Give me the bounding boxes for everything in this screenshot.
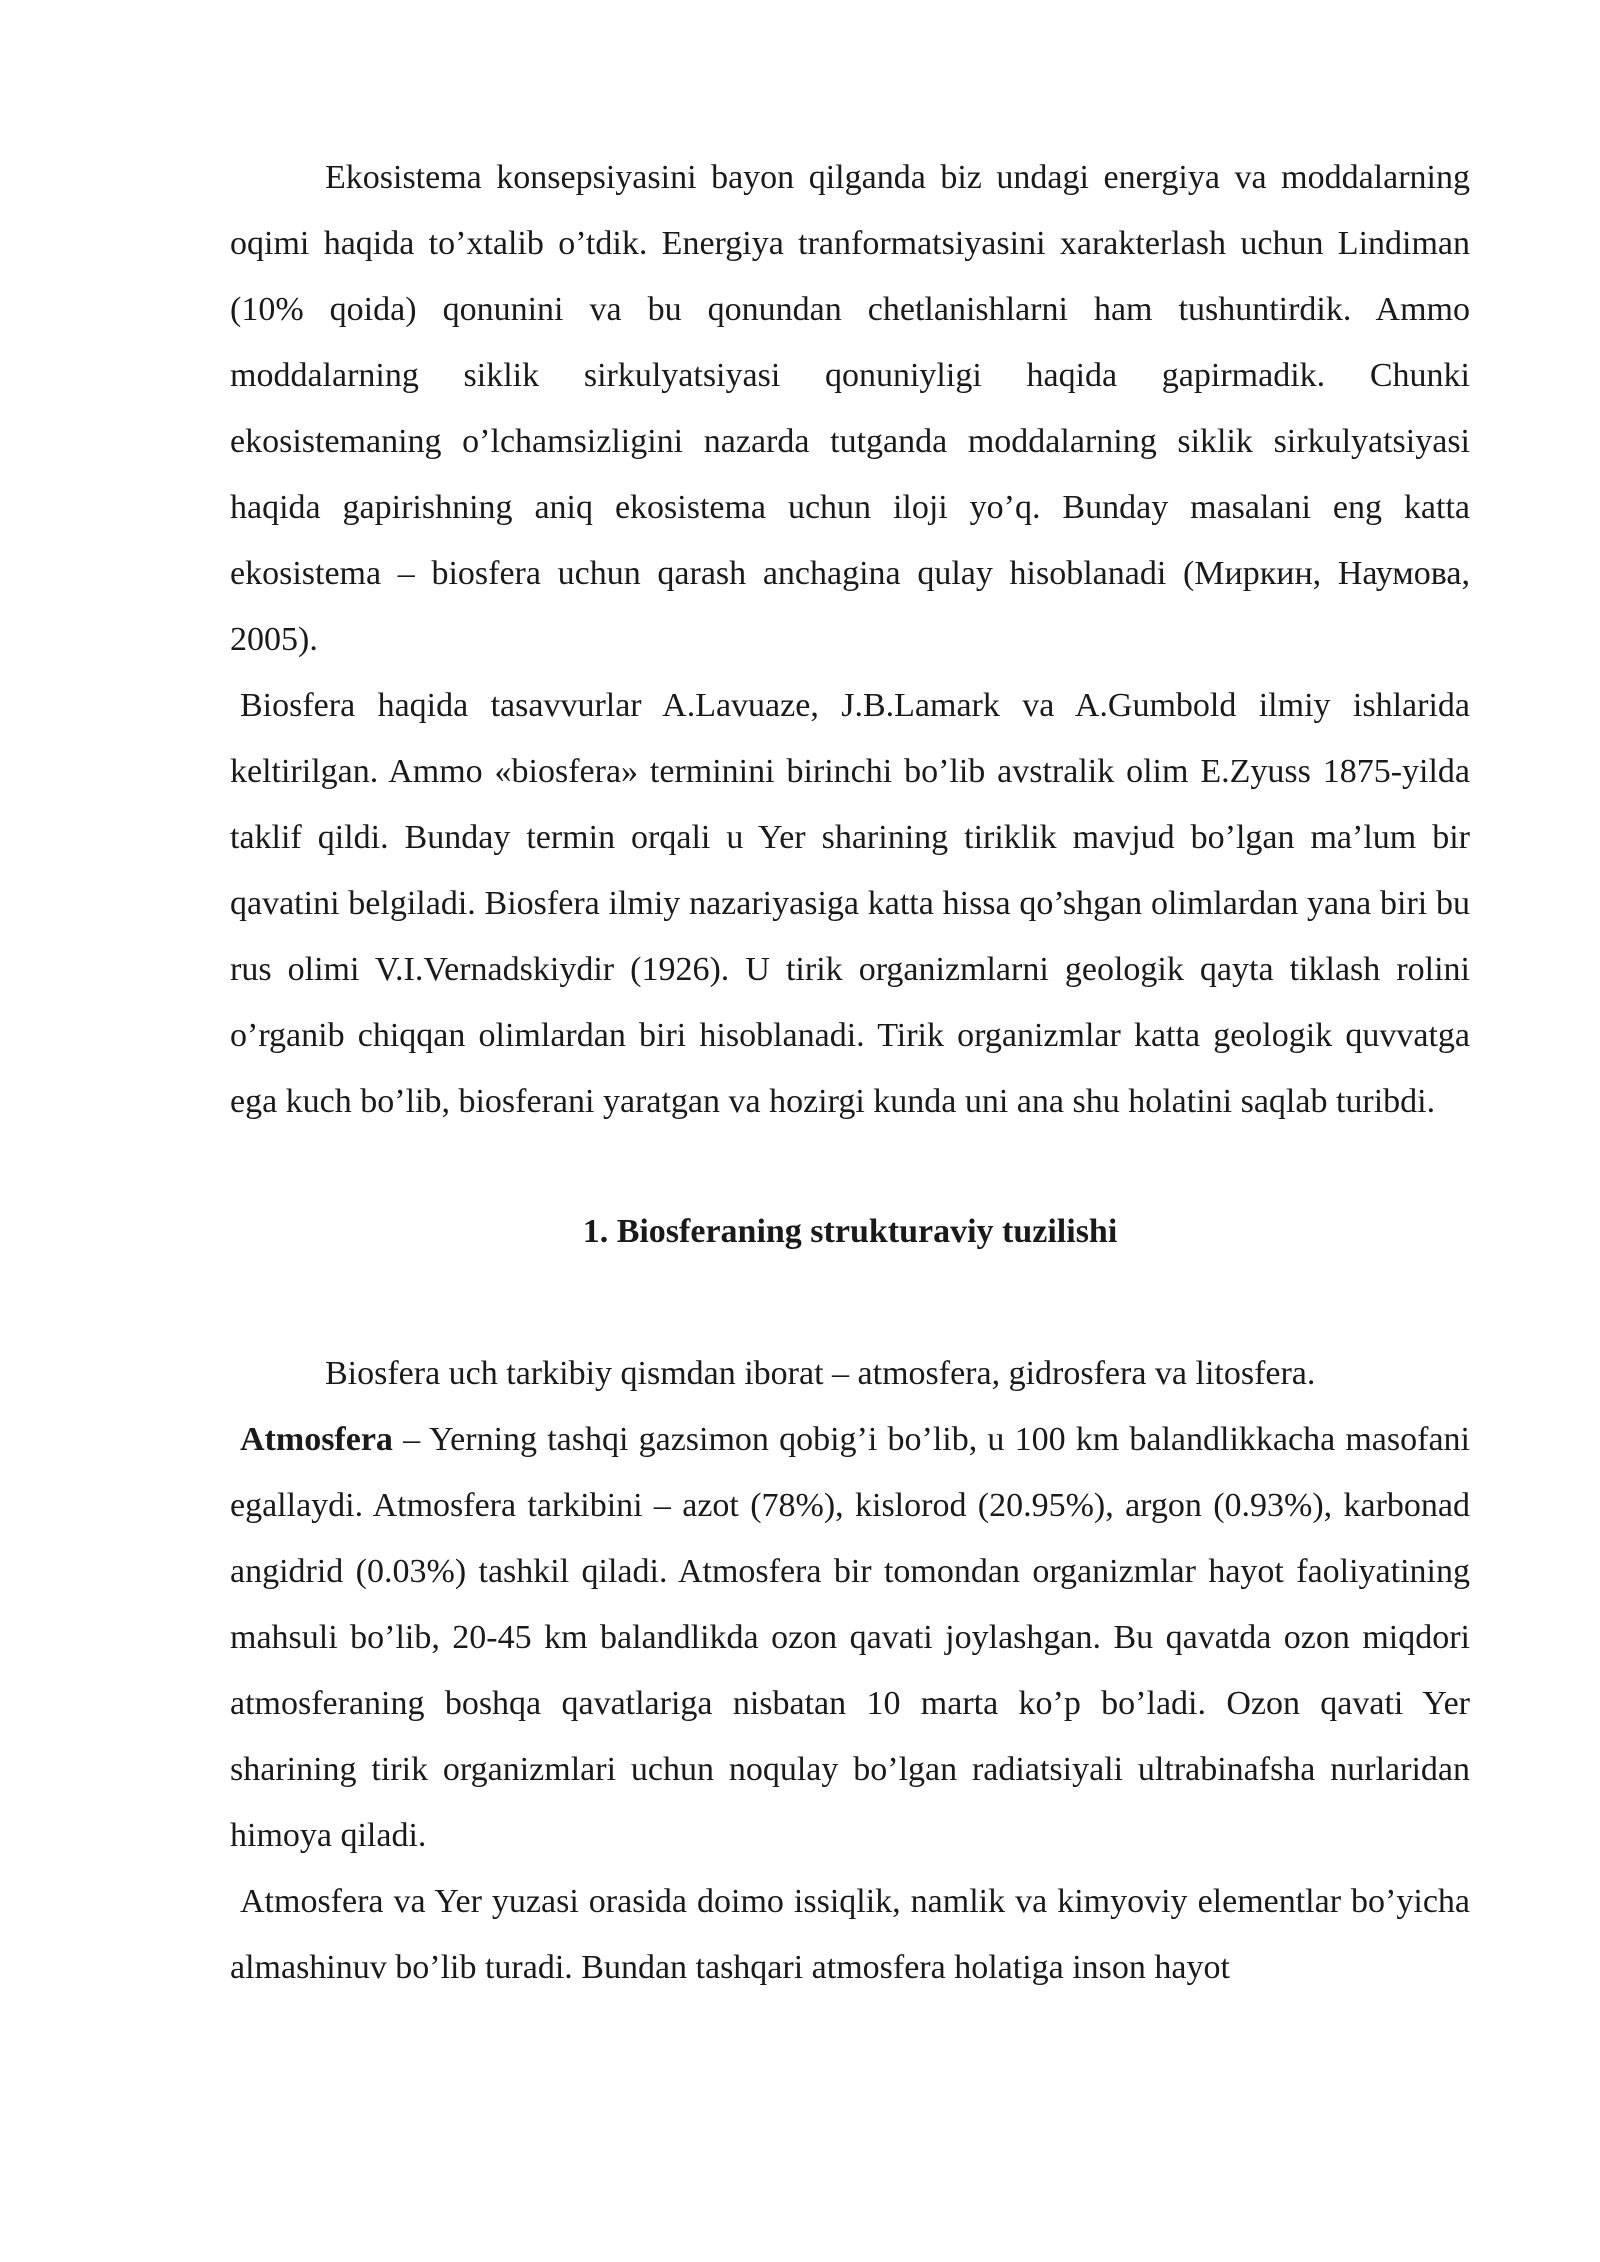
paragraph-atmosphere [230, 1407, 1470, 1869]
atmosphere-term: Atmosfera [240, 1421, 393, 1458]
atmosphere-description: – Yerning tashqi gazsimon qobig’i bo’lib, u 100 km balandlikkacha masofani egallaydi. Atmosfera tarkibini – azot (78%), kislorod (20.95%), argon (0.93%), karbonad angidrid (0.03%) tashkil qiladi. Atmosfera bir tomondan organizmlar hayot faoliyatining mahsuli bo’lib, 20-45 km balandlikda ozon qavati joylashgan. Bu qavatda ozon miqdori atmosferaning boshqa qavatlariga nisbatan 10 marta ko’p bo’ladi. Ozon qavati Yer sharining tirik organizmlari uchun noqulay bo’lgan radiatsiyali ultrabinafsha nurlaridan himoya qiladi. [230, 1421, 1470, 1854]
paragraph-biosphere-parts: Biosfera uch tarkibiy qismdan iborat – atmosfera, gidrosfera va litosfera. [325, 1355, 1316, 1392]
paragraph-biosphere-history: Biosfera haqida tasavvurlar A.Lavuaze, J.B.Lamark va A.Gumbold ilmiy ishlarida keltirilgan. Ammo «biosfera» terminini birinchi bo’lib avstralik olim E.Zyuss 1875-yilda taklif qildi. Bunday termin orqali u Yer sharining tiriklik mavjud bo’lgan ma’lum bir qavatini belgiladi. Biosfera ilmiy nazariyasiga katta hissa qo’shgan olimlardan yana biri bu rus olimi V.I.Vernadskiydir (1926). U tirik organizmlarni geologik qayta tiklash rolini o’rganib chiqqan olimlardan biri hisoblanadi. Tirik organizmlar katta geologik quvvatga ega kuch bo’lib, biosferani yaratgan va hozirgi kunda uni ana shu holatini saqlab turibdi. [230, 687, 1470, 1120]
section-spacer-top [230, 1135, 1470, 1199]
document-page [230, 145, 1470, 2001]
section-heading: 1. Biosferaning strukturaviy tuzilishi [582, 1213, 1118, 1250]
paragraph-ecosystem-concept: Ekosistema konsepsiyasini bayon qilganda biz undagi energiya va moddalarning oqimi haqida to’xtalib o’tdik. Energiya tranformatsiyasini xarakterlash uchun Lindiman (10% qoida) qonunini va bu qonundan chetlanishlarni ham tushuntirdik. Ammo moddalarning siklik sirkulyatsiyasi qonuniyligi haqida gapirmadik. Chunki ekosistemaning o’lchamsizligini nazarda tutganda moddalarning siklik sirkulyatsiyasi haqida gapirishning aniq ekosistema uchun iloji yo’q. Bunday masalani eng katta ekosistema – biosfera uchun qarash anchagina qulay hisoblanadi (Миркин, Наумова, 2005). [230, 159, 1470, 658]
paragraph-atmosphere-exchange: Atmosfera va Yer yuzasi orasida doimo issiqlik, namlik va kimyoviy elementlar bo’yicha almashinuv bo’lib turadi. Bundan tashqari atmosfera holatiga inson hayot [230, 1883, 1470, 1986]
section-spacer-bottom [230, 1265, 1470, 1341]
